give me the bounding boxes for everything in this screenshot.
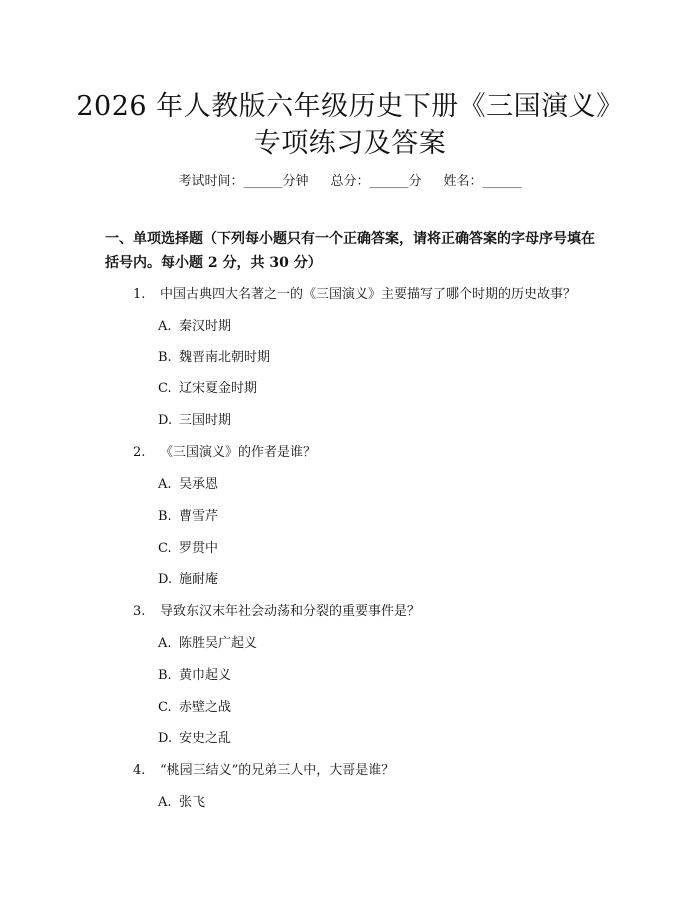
option-letter: B. bbox=[158, 350, 172, 365]
question-3-option-a bbox=[158, 632, 257, 651]
question-number: 2. bbox=[133, 445, 146, 460]
option-letter: D. bbox=[158, 572, 173, 587]
question-3-option-b bbox=[158, 664, 231, 683]
exam-meta bbox=[0, 170, 700, 189]
question-2-option-d bbox=[158, 568, 218, 587]
question-1-option-c bbox=[158, 377, 257, 396]
page-title: 2026 年人教版六年级历史下册《三国演义》 bbox=[76, 91, 624, 122]
option-text: 黄巾起义 bbox=[179, 668, 232, 683]
option-text: 辽宋夏金时期 bbox=[179, 381, 258, 396]
question-3-option-d bbox=[158, 727, 231, 746]
option-letter: A. bbox=[158, 795, 172, 810]
option-text: 陈胜吴广起义 bbox=[179, 636, 258, 651]
question-text: 导致东汉末年社会动荡和分裂的重要事件是？ bbox=[160, 604, 421, 619]
page-subtitle: 专项练习及答案 bbox=[253, 128, 447, 159]
question-2-option-a bbox=[158, 473, 218, 492]
question-3 bbox=[133, 600, 420, 619]
question-4-option-a bbox=[158, 791, 205, 810]
option-letter: D. bbox=[158, 413, 173, 428]
option-letter: C. bbox=[158, 700, 172, 715]
option-letter: B. bbox=[158, 668, 172, 683]
option-letter: A. bbox=[158, 477, 172, 492]
option-text: 秦汉时期 bbox=[179, 319, 232, 334]
question-number: 1. bbox=[133, 287, 146, 302]
question-1-option-a bbox=[158, 315, 231, 334]
option-text: 赤壁之战 bbox=[179, 700, 232, 715]
option-letter: C. bbox=[158, 381, 172, 396]
option-text: 吴承恩 bbox=[179, 477, 219, 492]
option-text: 施耐庵 bbox=[179, 572, 219, 587]
question-2-option-b bbox=[158, 505, 218, 524]
question-1-option-b bbox=[158, 346, 270, 365]
student-name-field: 姓名：______ bbox=[443, 174, 522, 189]
section-heading: 一、单项选择题（下列每小题只有一个正确答案，请将正确答案的字母序号填在括号内。每小题 2 分，共 30 分） bbox=[105, 231, 595, 271]
question-number: 4. bbox=[133, 763, 146, 778]
question-4 bbox=[133, 759, 394, 778]
question-3-option-c bbox=[158, 696, 231, 715]
option-text: 张飞 bbox=[179, 795, 206, 810]
option-text: 三国时期 bbox=[179, 413, 232, 428]
question-2-option-c bbox=[158, 537, 218, 556]
option-text: 安史之乱 bbox=[179, 731, 232, 746]
option-letter: B. bbox=[158, 509, 172, 524]
option-text: 罗贯中 bbox=[179, 541, 219, 556]
question-text: 《三国演义》的作者是谁？ bbox=[160, 445, 317, 460]
question-1 bbox=[133, 283, 576, 302]
question-text: 中国古典四大名著之一的《三国演义》主要描写了哪个时期的历史故事？ bbox=[160, 287, 577, 302]
question-1-option-d bbox=[158, 409, 231, 428]
exam-time-field: 考试时间：______分钟 bbox=[178, 174, 309, 189]
option-text: 魏晋南北朝时期 bbox=[179, 350, 271, 365]
question-2 bbox=[133, 441, 316, 460]
option-letter: D. bbox=[158, 731, 173, 746]
option-text: 曹雪芹 bbox=[179, 509, 219, 524]
question-number: 3. bbox=[133, 604, 146, 619]
question-text: “桃园三结义”的兄弟三人中，大哥是谁？ bbox=[160, 763, 395, 778]
option-letter: C. bbox=[158, 541, 172, 556]
option-letter: A. bbox=[158, 319, 172, 334]
total-score-field: 总分：______分 bbox=[330, 174, 422, 189]
option-letter: A. bbox=[158, 636, 172, 651]
